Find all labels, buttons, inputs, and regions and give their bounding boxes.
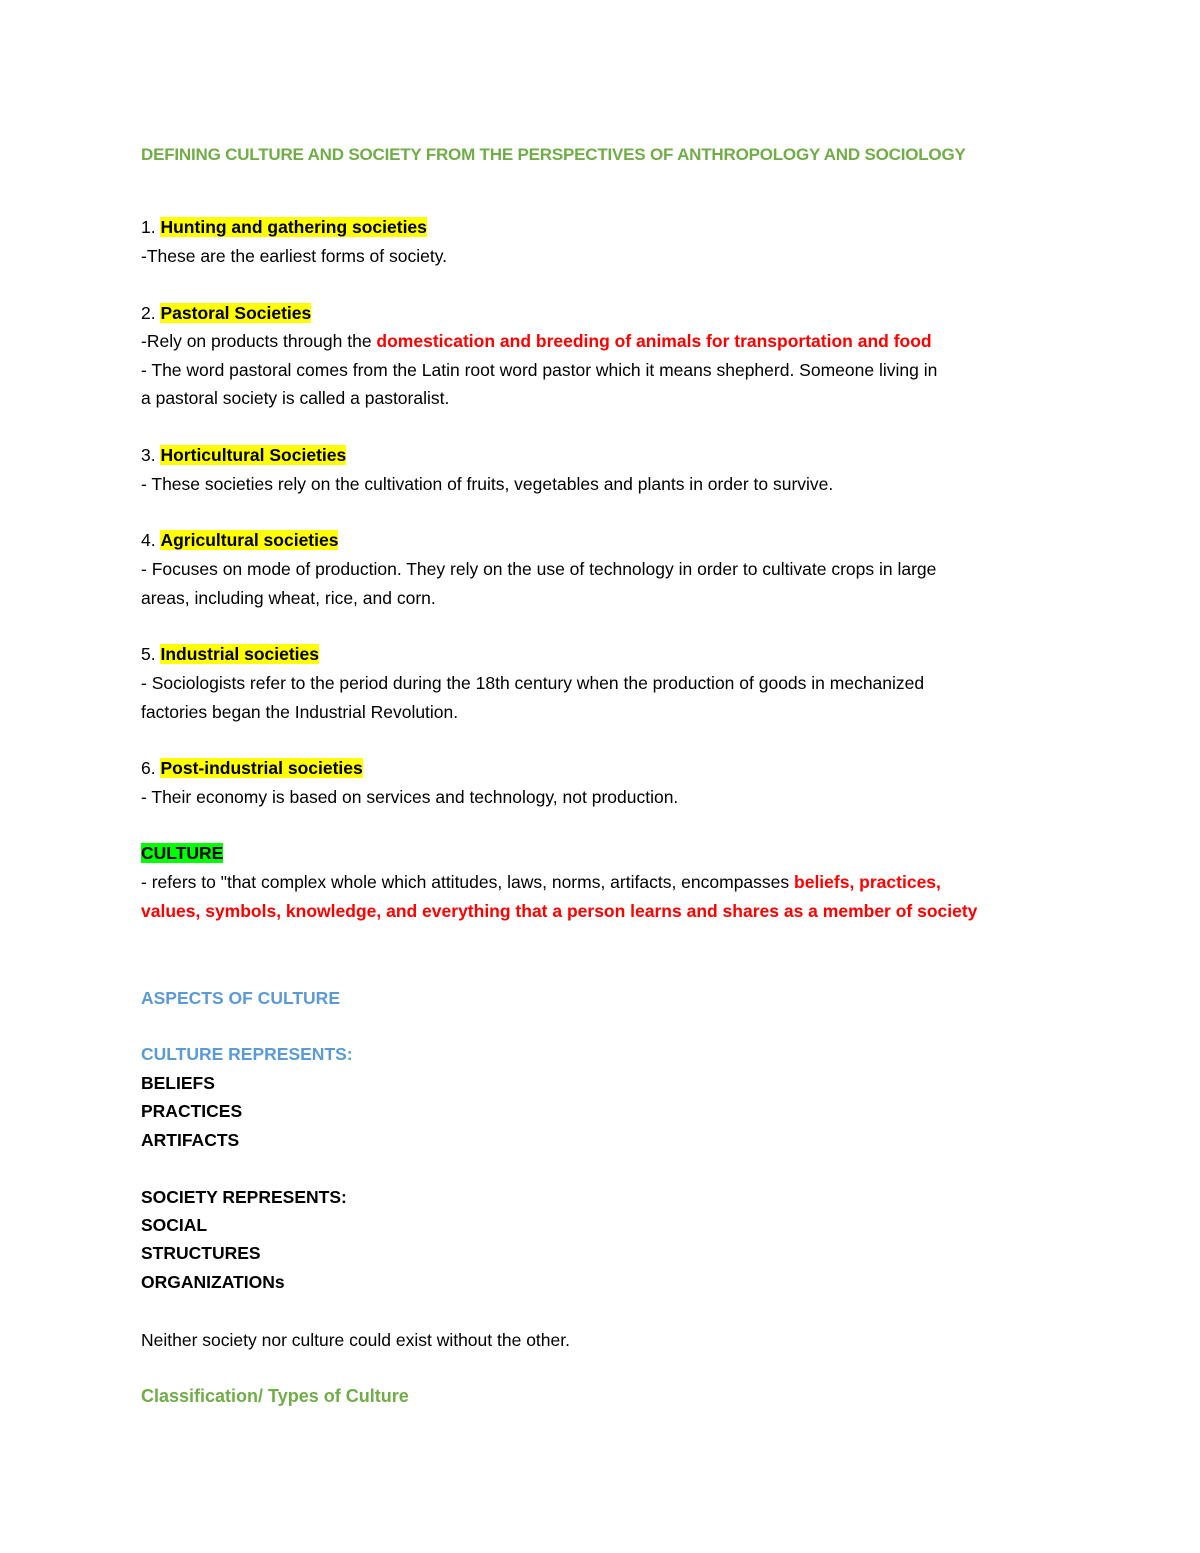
society-number: 5. — [141, 644, 156, 664]
society-name: Agricultural societies — [160, 530, 339, 550]
society-number: 6. — [141, 758, 156, 778]
desc-emphasis: domestication and breeding of animals for transportation and food — [376, 331, 932, 351]
aspects-heading: ASPECTS OF CULTURE — [141, 988, 340, 1008]
society-desc-line: - Focuses on mode of production. They rely on the use of technology in order to cultivate crops in large — [141, 559, 937, 579]
society-represents-item: SOCIAL — [141, 1215, 208, 1235]
society-name: Hunting and gathering societies — [160, 217, 427, 237]
document-title: DEFINING CULTURE AND SOCIETY FROM THE PERSPECTIVES OF ANTHROPOLOGY AND SOCIOLOGY — [141, 145, 966, 164]
society-number: 4. — [141, 530, 156, 550]
culture-definition-line-1 — [141, 870, 941, 894]
culture-represents-item: BELIEFS — [141, 1073, 215, 1093]
culture-heading — [141, 841, 223, 865]
society-desc-line: - Sociologists refer to the period during the 18th century when the production of goods in mechanized — [141, 673, 925, 693]
society-heading-3 — [141, 443, 346, 467]
society-number: 3. — [141, 445, 156, 465]
society-name: Post-industrial societies — [160, 758, 363, 778]
society-desc-line: a pastoral society is called a pastoralist. — [141, 388, 450, 408]
society-heading-2 — [141, 301, 311, 325]
desc-text: -Rely on products through the — [141, 331, 377, 351]
society-desc-line: - Their economy is based on services and technology, not production. — [141, 787, 679, 807]
society-desc-line: - These societies rely on the cultivation of fruits, vegetables and plants in order to survive. — [141, 474, 834, 494]
society-name: Horticultural Societies — [160, 445, 347, 465]
society-represents-heading: SOCIETY REPRESENTS: — [141, 1187, 347, 1207]
society-name: Industrial societies — [160, 644, 320, 664]
closing-statement: Neither society nor culture could exist without the other. — [141, 1330, 570, 1350]
society-desc-line: factories began the Industrial Revolution. — [141, 702, 459, 722]
culture-represents-item: ARTIFACTS — [141, 1130, 240, 1150]
society-heading-1 — [141, 215, 427, 239]
society-heading-5 — [141, 642, 319, 666]
society-heading-6 — [141, 756, 363, 780]
culture-represents-item: PRACTICES — [141, 1101, 243, 1121]
society-number: 2. — [141, 303, 156, 323]
culture-represents-heading: CULTURE REPRESENTS: — [141, 1044, 353, 1064]
society-desc-line: - The word pastoral comes from the Latin root word pastor which it means shepherd. Someone living in — [141, 360, 938, 380]
society-represents-item: STRUCTURES — [141, 1243, 261, 1263]
culture-heading-text: CULTURE — [141, 843, 224, 863]
society-represents-item: ORGANIZATIONs — [141, 1272, 285, 1292]
society-desc-line: areas, including wheat, rice, and corn. — [141, 588, 436, 608]
classification-heading: Classification/ Types of Culture — [141, 1386, 409, 1406]
society-desc-line — [141, 329, 932, 353]
society-number: 1. — [141, 217, 156, 237]
society-name: Pastoral Societies — [160, 303, 312, 323]
society-heading-4 — [141, 528, 338, 552]
culture-definition-text: - refers to "that complex whole which attitudes, laws, norms, artifacts, encompasses — [141, 872, 795, 892]
culture-definition-emphasis: beliefs, practices, — [794, 872, 941, 892]
society-desc-line: -These are the earliest forms of society. — [141, 246, 448, 266]
culture-definition-line-2: values, symbols, knowledge, and everything that a person learns and shares as a member of society — [141, 901, 978, 921]
